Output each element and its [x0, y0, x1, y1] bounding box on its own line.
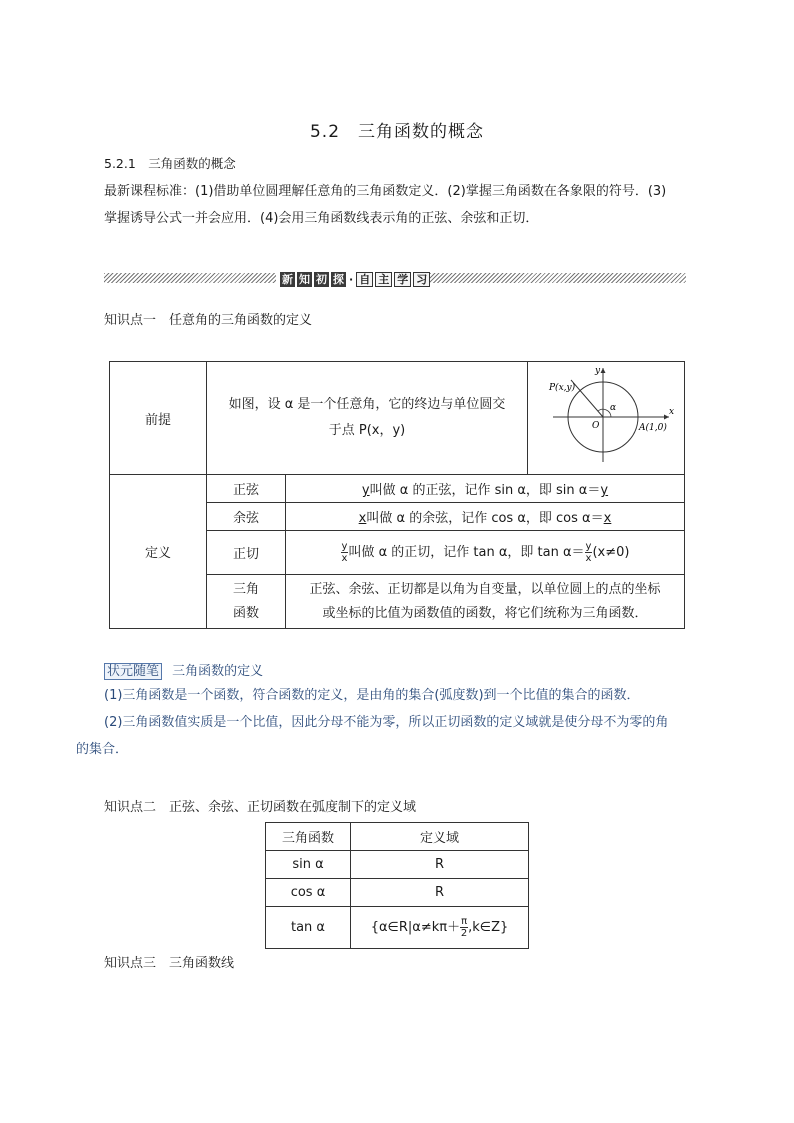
trig-function-label [207, 575, 286, 629]
note-line-1: (1)三角函数是一个函数，符合函数的定义，是由角的集合(弧度数)到一个比值的集合的函数． [104, 688, 640, 703]
tangent-numerator: y [341, 541, 348, 552]
sine-definition [286, 475, 685, 503]
definition-table [109, 361, 685, 629]
knowledge-point-1: 知识点一 任意角的三角函数的定义 [104, 313, 313, 328]
y-axis-arrow [601, 368, 606, 373]
table-row-func: tan α [266, 907, 351, 949]
y-axis-label: y [595, 366, 601, 376]
premise-label: 前提 [110, 362, 207, 475]
pi-denominator: 2 [460, 928, 468, 939]
banner-dot: · [349, 272, 354, 286]
course-standard-line1: 最新课程标准：(1)借助单位圆理解任意角的三角函数定义．(2)掌握三角函数在各象限的符号．(3) [104, 184, 667, 199]
banner-char: 初 [316, 272, 327, 286]
trig-text-line2: 或坐标的比值为函数值的函数，将它们统称为三角函数． [322, 605, 648, 621]
table-row-domain: R [351, 879, 529, 907]
tangent-denominator-value: x [585, 553, 592, 564]
banner-char: 新 [282, 272, 293, 286]
note-tag: 状元随笔 [104, 663, 162, 680]
tangent-text: 叫做 α 的正切，记作 tan α，即 tan α＝ [348, 545, 585, 560]
banner-char: 知 [299, 272, 310, 286]
definition-label: 定义 [110, 475, 207, 629]
banner-rule-left [104, 273, 276, 283]
sine-label: 正弦 [207, 475, 286, 503]
note-line-2: (2)三角函数值实质是一个比值，因此分母不能为零，所以正切函数的定义域就是使分母不为零的角 [104, 715, 669, 730]
premise-text-line1: 如图，设 α 是一个任意角，它的终边与单位圆交 [228, 397, 506, 412]
tangent-denominator: x [341, 553, 348, 564]
premise-text [207, 362, 528, 475]
knowledge-point-2: 知识点二 正弦、余弦、正切函数在弧度制下的定义域 [104, 800, 417, 815]
domain-table-header-domain: 定义域 [351, 823, 529, 851]
table-row-domain: R [351, 851, 529, 879]
note-line-3: 的集合． [76, 742, 129, 757]
note-header [104, 660, 263, 679]
point-a-label: A(1,0) [639, 423, 667, 433]
x-axis-label: x [669, 407, 675, 417]
page-title: 5.2 三角函数的概念 [309, 122, 485, 142]
unit-circle-figure [528, 362, 685, 475]
note-title: 三角函数的定义 [172, 664, 264, 679]
section-banner [280, 271, 430, 287]
origin-label: O [592, 421, 600, 431]
cosine-text: 叫做 α 的余弦，记作 cos α，即 cos α＝ [366, 511, 604, 526]
pi-over-2 [460, 916, 468, 939]
tan-domain-part2: ,k∈Z} [468, 920, 509, 935]
domain-table-header-func: 三角函数 [266, 823, 351, 851]
pi-numerator: π [461, 916, 468, 927]
section-subtitle: 5.2.1 三角函数的概念 [104, 156, 236, 171]
cosine-value: x [603, 511, 612, 526]
tangent-definition [286, 531, 685, 575]
knowledge-point-3: 知识点三 三角函数线 [104, 956, 235, 971]
trig-text-line1: 正弦、余弦、正切都是以角为自变量，以单位圆上的点的坐标 [309, 581, 661, 597]
trig-label-line1: 三角 [232, 581, 259, 597]
trig-function-text [286, 575, 685, 629]
banner-char: 习 [413, 272, 430, 287]
sine-value: y [600, 483, 609, 498]
banner-char: 学 [394, 272, 411, 287]
cosine-definition [286, 503, 685, 531]
trig-label-line2: 函数 [232, 605, 259, 621]
sine-text: 叫做 α 的正弦，记作 sin α，即 sin α＝ [369, 483, 601, 498]
tangent-condition: (x≠0) [592, 545, 630, 560]
banner-char: 探 [333, 272, 344, 286]
banner-char: 主 [375, 272, 392, 287]
course-standard [104, 178, 714, 232]
tan-domain [351, 907, 529, 949]
tangent-label: 正切 [207, 531, 286, 575]
tan-domain-part1: {α∈R|α≠kπ＋ [370, 920, 461, 935]
banner-rule-right [430, 273, 686, 283]
table-row-func: cos α [266, 879, 351, 907]
point-p-label: P(x,y) [549, 383, 576, 393]
banner-char: 自 [356, 272, 373, 287]
cosine-var: x [358, 511, 367, 526]
premise-text-line2: 于点 P(x，y) [328, 423, 406, 438]
alpha-label: α [610, 403, 617, 413]
sine-var: y [361, 483, 370, 498]
tangent-numerator-value: y [585, 541, 592, 552]
course-standard-line2: 掌握诱导公式一并会应用．(4)会用三角函数线表示角的正弦、余弦和正切． [104, 211, 539, 226]
table-row-func: sin α [266, 851, 351, 879]
cosine-label: 余弦 [207, 503, 286, 531]
unit-circle-svg [531, 362, 681, 470]
domain-table [265, 822, 529, 949]
